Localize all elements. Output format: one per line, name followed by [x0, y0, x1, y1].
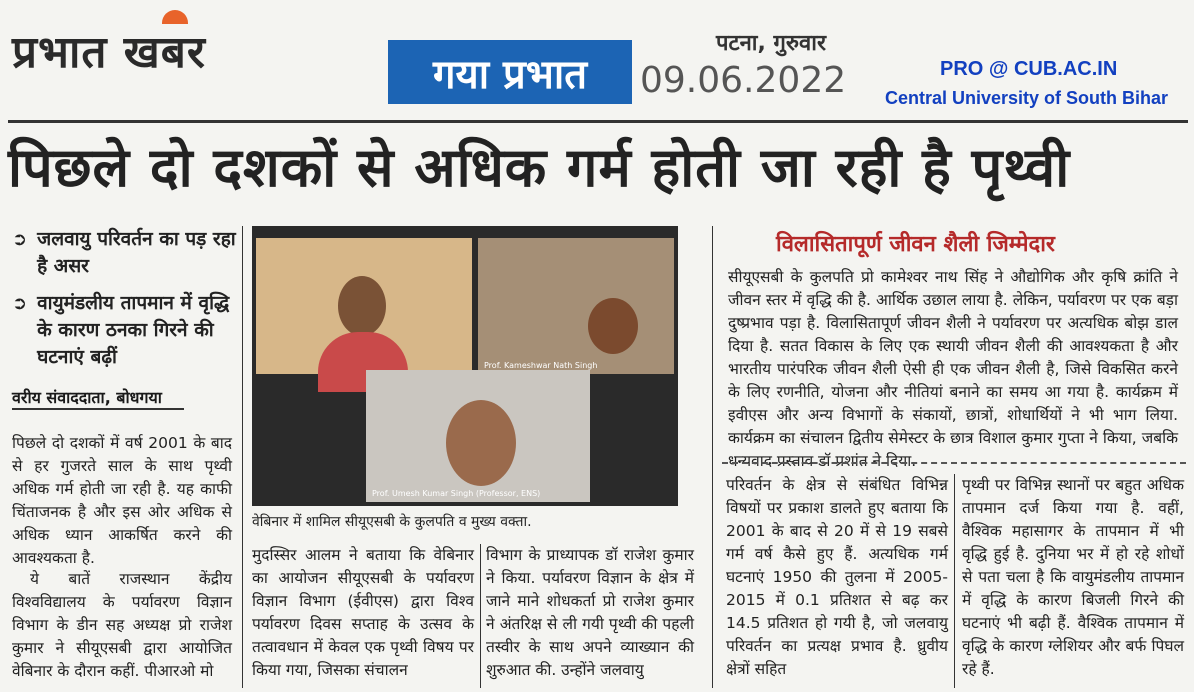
column-1-paragraph-1: पिछले दो दशकों में वर्ष 2001 के बाद से हर गुजरते साल के साथ पृथ्वी अधिक गर्म होती जा रही है. यह काफी चिंताजनक है और इस ओर अधिक से अधिक ध्यान आकर्षित करने की आवश्यकता है.: [12, 434, 232, 567]
video-tile-3: [366, 370, 590, 502]
video-tile-2: [478, 238, 674, 374]
edition-label: गया प्रभात: [388, 40, 632, 104]
column-1-paragraph-2: ये बातें राजस्थान केंद्रीय विश्वविद्यालय के पर्यावरण विज्ञान विभाग के डीन सह अध्यक्ष प्रो राजेश कुमार ने सीयूएसबी द्वारा आयोजित वेबिनार के दौरान कहीं. पीआरओ मो: [12, 570, 232, 680]
highlight-text: जलवायु परिवर्तन का पड़ रहा है असर: [37, 228, 236, 277]
arrow-icon: ➲: [12, 229, 28, 250]
top-rule: [8, 120, 1188, 123]
tile-label: Prof. Kameshwar Nath Singh: [484, 361, 598, 370]
dashed-separator: [722, 462, 1186, 464]
pro-email: PRO @ CUB.AC.IN: [940, 58, 1118, 80]
byline-rule: [12, 408, 184, 410]
participant-face: [446, 400, 516, 486]
highlight-item: [12, 226, 242, 280]
university-name: Central University of South Bihar: [885, 88, 1169, 108]
column-divider: [480, 544, 481, 688]
byline: वरीय संवाददाता, बोधगया: [12, 388, 162, 407]
column-divider: [954, 474, 955, 688]
sidebar-text: सीयूएसबी के कुलपति प्रो कामेश्वर नाथ सिंह ने औद्योगिक और कृषि क्रांति ने जीवन स्तर में वृद्धि की है. आर्थिक उछाल लाया है. लेकिन, पर्यावरण पर एक बड़ा दुष्प्रभाव पड़ा है. विलासितापूर्ण जीवन शैली ने पर्यावरण पर अत्यधिक बोझ डाल दिया है. सतत विकास के लिए एक स्थायी जीवन शैली की आवश्यकता है और भारतीय पारंपरिक जीवन शैली ऐसी ही एक जीवन शैली है, जिसे विकसित करने के लिए रणनीति, योजना और नीतियां बनाने का समय आ गया है. कार्यक्रम में इवीएस और अन्य विभागों के संकायों, छात्रों, शोधार्थियों ने भी भाग लिया. कार्यक्रम का संचालन द्वितीय सेमेस्टर के छात्र विशाल कुमार गुप्ता ने किया, जबकि धन्यवाद प्रस्ताव डॉ प्रशांत ने दिया.: [728, 268, 1178, 470]
participant-face: [588, 298, 638, 354]
participant-face: [338, 276, 386, 336]
highlight-item: [12, 290, 242, 371]
city-day: पटना, गुरुवार: [716, 31, 826, 56]
tile-label: Prof. Umesh Kumar Singh (Professor, ENS): [372, 489, 541, 498]
highlight-text: वायुमंडलीय तापमान में वृद्धि के कारण ठनका गिरने की घटनाएं बढ़ीं: [37, 292, 230, 368]
sidebar-subhead: विलासितापूर्ण जीवन शैली जिम्मेदार: [776, 232, 1055, 257]
video-tile-1: [256, 238, 472, 374]
column-divider: [712, 226, 713, 688]
webinar-photo: [252, 226, 678, 506]
column-5: पृथ्वी पर विभिन्न स्थानों पर बहुत अधिक तापमान दर्ज किया गया है. वहीं, वैश्विक महासागर के तापमान में भी वृद्धि हुई है. दुनिया भर में हो रहे शोधों से पता चला है कि वायुमंडलीय तापमान में वृद्धि के कारण बिजली गिरने की घटनाएं भी बढ़ी हैं. वैश्विक तापमान में वृद्धि के कारण ग्लेशियर और बर्फ पिघल रहे हैं.: [962, 476, 1184, 678]
photo-caption: वेबिनार में शामिल सीयूएसबी के कुलपति व मुख्य वक्ता.: [252, 514, 532, 530]
column-3: विभाग के प्राध्यापक डॉ राजेश कुमार ने किया. पर्यावरण विज्ञान के क्षेत्र में जाने माने शोधकर्ता प्रो राजेश कुमार ने अंतरिक्ष से ली गयी पृथ्वी की पहली तस्वीर के साथ अपने व्याख्यान की शुरुआत की. उन्होंने जलवायु: [486, 546, 694, 679]
publication-date: 09.06.2022: [640, 60, 847, 101]
highlights: [12, 226, 242, 381]
column-2: मुदस्सिर आलम ने बताया कि वेबिनार का आयोजन सीयूएसबी के पर्यावरण विज्ञान विभाग (ईवीएस) द्वारा विश्व पर्यावरण दिवस सप्ताह के उत्सव के तत्वावधान में केवल एक पृथ्वी विषय पर किया गया, जिसका संचालन: [252, 546, 474, 679]
arrow-icon: ➲: [12, 293, 28, 314]
column-4: परिवर्तन के क्षेत्र से संबंधित विभिन्न विषयों पर प्रकाश डालते हुए बताया कि 2001 के बाद से 20 में से 19 सबसे गर्म वर्ष कैसे हुए हैं. अत्यधिक गर्म घटनाएं 1950 की तुलना में 2005-2015 में 0.1 प्रतिशत से बढ़ कर 14.5 प्रतिशत हो गयी है, जो जलवायु परिवर्तन का प्रत्यक्ष प्रभाव है. ध्रुवीय क्षेत्रों सहित: [726, 476, 948, 678]
column-divider: [242, 226, 243, 688]
headline: पिछले दो दशकों से अधिक गर्म होती जा रही है पृथ्वी: [8, 136, 1071, 199]
newspaper-masthead: प्रभात खबर: [12, 27, 206, 78]
